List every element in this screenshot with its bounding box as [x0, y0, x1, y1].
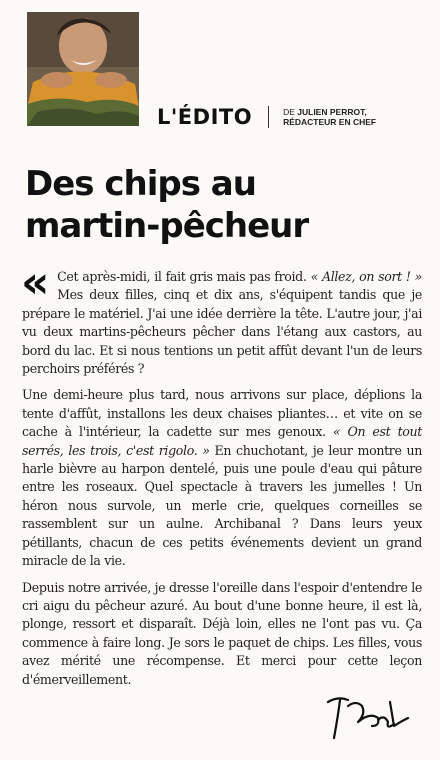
headline-line-1: Des chips au — [25, 164, 256, 204]
author-signature — [322, 692, 414, 742]
p2-quote: « On est tout serrés, les trois, c'est rigolo. » — [22, 424, 422, 458]
edito-header — [157, 104, 376, 130]
author-photo — [27, 12, 139, 126]
p1-text-a: Cet après-midi, il fait gris mais pas froid. — [57, 269, 311, 284]
paragraph-2 — [22, 386, 422, 570]
paragraph-1 — [21, 257, 422, 378]
p2-text-c: En chuchotant, je leur montre un harle bièvre au harpon dentelé, puis une poule d'eau qui pâture entre les roseaux. Quel spectacle à travers les jumelles ! Un héron nous survole, un merle crie, quelques corneilles se rassemblent sur un aulne. Archibanal ? Dans leurs yeux pétillants, chacun de ces petits événements devient un grand miracle de la vie. — [22, 442, 422, 569]
headline-line-2: martin-pêcheur — [25, 206, 309, 246]
opening-quote-icon: « — [21, 257, 50, 308]
article-body — [21, 257, 422, 697]
author-byline — [283, 107, 376, 127]
p1-text-c: Mes deux filles, cinq et dix ans, s'équipent tandis que je prépare le matériel. J'ai une idée derrière la tête. L'autre jour, j'ai vu deux martins-pêcheurs pêcher dans l'étang aux castors, au bord du lac. Et si nous tentions un petit affût devant l'un de leurs perchoirs préférés ? — [22, 287, 422, 377]
p2-text-a: Une demi-heure plus tard, nous arrivons sur place, déplions la tente d'affût, installons les deux chaises pliantes… et vite on se cache à l'intérieur, la cadette sur mes genoux. — [22, 387, 422, 440]
paragraph-3: Depuis notre arrivée, je dresse l'oreille dans l'espoir d'entendre le cri aigu du pêcheur azuré. Au bout d'une bonne heure, il est là, plonge, ressort et disparaît. Déjà loin, elles ne l'ont pas vu. Ça commence à faire long. Je sors le paquet de chips. Les filles, vous avez mérité une récompense. Et merci pour cette leçon d'émerveillement. — [22, 579, 422, 687]
p1-quote: « Allez, on sort ! » — [310, 269, 422, 284]
author-role: RÉDACTEUR EN CHEF — [283, 117, 377, 127]
section-title: L'ÉDITO — [157, 105, 253, 129]
header-divider — [268, 106, 269, 128]
article-headline — [25, 163, 425, 247]
author-name: JULIEN PERROT, — [297, 107, 367, 117]
byline-prefix: DE — [283, 107, 295, 117]
